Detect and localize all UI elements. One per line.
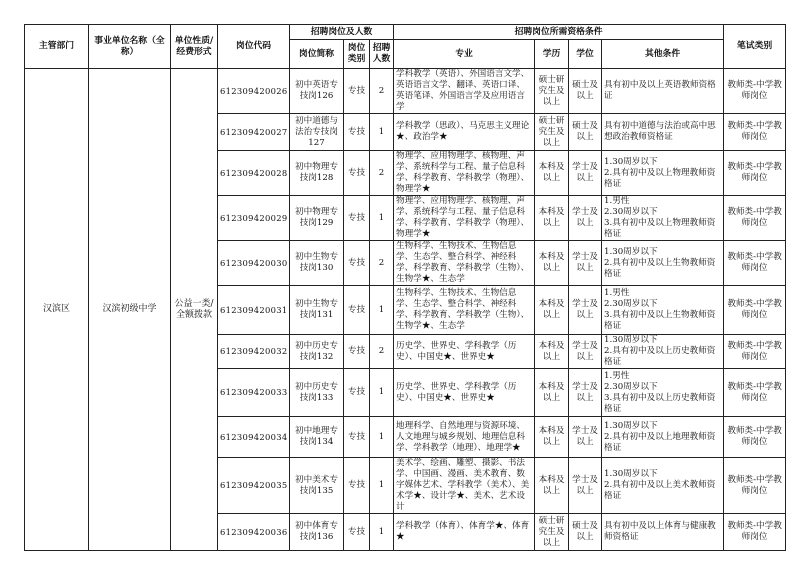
row-count: 1: [370, 196, 394, 241]
row-degree: 学士及以上: [569, 241, 602, 286]
row-degree: 学士及以上: [569, 286, 602, 335]
row-post-name: 初中物理专技岗128: [290, 151, 344, 196]
row-major: 地理科学、自然地理与资源环境、人文地理与城乡规划、地理信息科学、学科教学（地理）、地理学★: [394, 417, 535, 458]
row-other: 1.男性 2.30周岁以下 3.具有初中及以上历史教师资格证: [602, 369, 724, 417]
row-degree: 学士及以上: [569, 458, 602, 514]
row-edu: 本科及以上: [535, 458, 569, 514]
row-other: 1.30周岁以下 2.具有初中及以上历史教师资格证: [602, 335, 724, 369]
row-major: 生物科学、生物技术、生物信息学、生态学、整合科学、神经科学、科学教育、学科教学（生物）、生物学★、生态学: [394, 286, 535, 335]
row-other: 1.30周岁以下 2.具有初中及以上物理教师资格证: [602, 151, 724, 196]
row-count: 2: [370, 241, 394, 286]
row-edu: 硕士研究生及以上: [535, 514, 569, 551]
header-exam: 笔试类别: [724, 25, 786, 69]
row-count: 1: [370, 417, 394, 458]
dept-cell: 汉滨区: [25, 69, 89, 551]
row-code: 612309420032: [218, 335, 290, 369]
row-exam: 教师类-中学教师岗位: [724, 196, 786, 241]
header-nature: 单位性质/经费形式: [171, 25, 218, 69]
header-post-type: 岗位类别: [344, 40, 370, 69]
row-other: 具有初中及以上体育与健康教师资格证: [602, 514, 724, 551]
row-count: 1: [370, 458, 394, 514]
header-count: 招聘人数: [370, 40, 394, 69]
row-post-name: 初中地理专技岗134: [290, 417, 344, 458]
row-major: 学科教学（体育）、体育学★、体育★: [394, 514, 535, 551]
row-post-type: 专技: [344, 151, 370, 196]
row-code: 612309420036: [218, 514, 290, 551]
row-major: 物理学、应用物理学、核物理、声学、系统科学与工程、量子信息科学、科学教育、学科教学（物理）、物理学★: [394, 151, 535, 196]
row-post-type: 专技: [344, 241, 370, 286]
row-edu: 本科及以上: [535, 241, 569, 286]
row-count: 1: [370, 114, 394, 151]
row-post-name: 初中道德与法治专技岗127: [290, 114, 344, 151]
row-degree: 硕士及以上: [569, 114, 602, 151]
row-code: 612309420030: [218, 241, 290, 286]
row-post-type: 专技: [344, 417, 370, 458]
row-post-type: 专技: [344, 114, 370, 151]
row-major: 历史学、世界史、学科教学（历史）、中国史★、世界史★: [394, 369, 535, 417]
row-major: 物理学、应用物理学、核物理、声学、系统科学与工程、量子信息科学、科学教育、学科教学（物理）、物理学★: [394, 196, 535, 241]
row-exam: 教师类-中学教师岗位: [724, 335, 786, 369]
row-count: 1: [370, 514, 394, 551]
row-major: 生物科学、生物技术、生物信息学、生态学、整合科学、神经科学、科学教育、学科教学（生物）、生物学★、生态学: [394, 241, 535, 286]
row-other: 1.30周岁以下 2.具有初中及以上美术教师资格证: [602, 458, 724, 514]
header-dept: 主管部门: [25, 25, 89, 69]
row-exam: 教师类-中学教师岗位: [724, 114, 786, 151]
table-row: [25, 69, 786, 114]
row-degree: 学士及以上: [569, 151, 602, 196]
header-group-posts: 招聘岗位及人数: [290, 25, 394, 40]
row-code: 612309420034: [218, 417, 290, 458]
row-post-type: 专技: [344, 69, 370, 114]
row-post-name: 初中生物专技岗130: [290, 241, 344, 286]
row-edu: 硕士研究生及以上: [535, 114, 569, 151]
row-code: 612309420029: [218, 196, 290, 241]
row-exam: 教师类-中学教师岗位: [724, 151, 786, 196]
row-code: 612309420027: [218, 114, 290, 151]
row-post-type: 专技: [344, 196, 370, 241]
nature-cell: 公益一类/全额拨款: [171, 69, 218, 551]
row-count: 2: [370, 151, 394, 196]
row-edu: 本科及以上: [535, 151, 569, 196]
header-group-requirements: 招聘岗位所需资格条件: [394, 25, 724, 40]
row-code: 612309420028: [218, 151, 290, 196]
row-post-name: 初中体育专技岗136: [290, 514, 344, 551]
row-post-type: 专技: [344, 458, 370, 514]
header-other: 其他条件: [602, 40, 724, 69]
row-code: 612309420026: [218, 69, 290, 114]
row-exam: 教师类-中学教师岗位: [724, 514, 786, 551]
row-edu: 本科及以上: [535, 417, 569, 458]
row-code: 612309420033: [218, 369, 290, 417]
row-other: 1.男性 2.30周岁以下 3.具有初中及以上生物教师资格证: [602, 286, 724, 335]
header-post-name: 岗位简称: [290, 40, 344, 69]
row-code: 612309420035: [218, 458, 290, 514]
header-major: 专业: [394, 40, 535, 69]
row-edu: 本科及以上: [535, 335, 569, 369]
row-post-name: 初中英语专技岗126: [290, 69, 344, 114]
row-edu: 本科及以上: [535, 369, 569, 417]
row-degree: 学士及以上: [569, 417, 602, 458]
row-code: 612309420031: [218, 286, 290, 335]
row-post-name: 初中历史专技岗133: [290, 369, 344, 417]
header-unit: 事业单位名称（全称）: [89, 25, 171, 69]
row-edu: 本科及以上: [535, 286, 569, 335]
row-other: 具有初中及以上英语教师资格证: [602, 69, 724, 114]
row-post-name: 初中物理专技岗129: [290, 196, 344, 241]
row-other: 1.30周岁以下 2.具有初中及以上生物教师资格证: [602, 241, 724, 286]
row-exam: 教师类-中学教师岗位: [724, 286, 786, 335]
row-other: 1.男性 2.30周岁以下 3.具有初中及以上物理教师资格证: [602, 196, 724, 241]
row-exam: 教师类-中学教师岗位: [724, 241, 786, 286]
row-major: 学科教学（英语）、外国语言文学、英语语言文学、翻译、英语口译、英语笔译、外国语言学及应用语言学: [394, 69, 535, 114]
row-exam: 教师类-中学教师岗位: [724, 458, 786, 514]
row-count: 2: [370, 335, 394, 369]
row-post-name: 初中美术专技岗135: [290, 458, 344, 514]
row-degree: 学士及以上: [569, 335, 602, 369]
row-other: 具有初中道德与法治或高中思想政治教师资格证: [602, 114, 724, 151]
row-count: 2: [370, 69, 394, 114]
row-other: 1.30周岁以下 2.具有初中及以上地理教师资格证: [602, 417, 724, 458]
header-degree: 学位: [569, 40, 602, 69]
row-count: 1: [370, 286, 394, 335]
row-exam: 教师类-中学教师岗位: [724, 69, 786, 114]
row-edu: 硕士研究生及以上: [535, 69, 569, 114]
row-post-name: 初中历史专技岗132: [290, 335, 344, 369]
row-exam: 教师类-中学教师岗位: [724, 369, 786, 417]
row-degree: 学士及以上: [569, 369, 602, 417]
row-major: 美术学、绘画、雕塑、摄影、书法学、中国画、漫画、美术教育、数字媒体艺术、学科教学（美术）、美术学★、设计学★、美术、艺术设计: [394, 458, 535, 514]
unit-cell: 汉滨初级中学: [89, 69, 171, 551]
header-edu: 学历: [535, 40, 569, 69]
row-degree: 硕士及以上: [569, 69, 602, 114]
row-degree: 硕士及以上: [569, 514, 602, 551]
row-major: 学科教学（思政）、马克思主义理论★、政治学★: [394, 114, 535, 151]
row-degree: 学士及以上: [569, 196, 602, 241]
row-post-type: 专技: [344, 369, 370, 417]
row-post-type: 专技: [344, 335, 370, 369]
recruitment-table: [24, 24, 786, 551]
row-post-type: 专技: [344, 514, 370, 551]
row-post-type: 专技: [344, 286, 370, 335]
header-code: 岗位代码: [218, 25, 290, 69]
row-major: 历史学、世界史、学科教学（历史）、中国史★、世界史★: [394, 335, 535, 369]
row-edu: 本科及以上: [535, 196, 569, 241]
row-count: 1: [370, 369, 394, 417]
row-exam: 教师类-中学教师岗位: [724, 417, 786, 458]
row-post-name: 初中生物专技岗131: [290, 286, 344, 335]
